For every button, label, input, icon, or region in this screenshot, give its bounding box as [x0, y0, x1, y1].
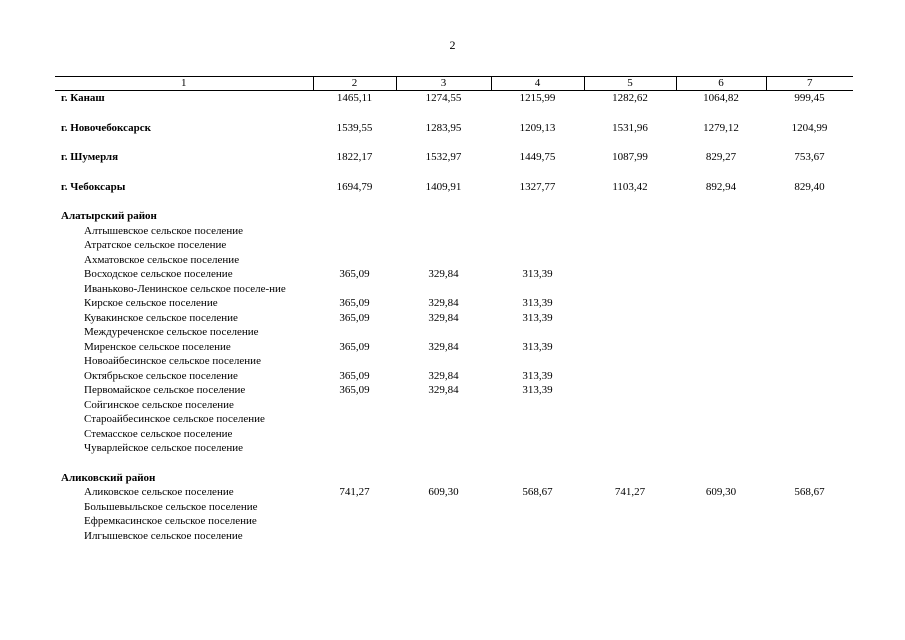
- value-cell-col-6: [676, 267, 766, 282]
- value-cell-col-5: 1103,42: [612, 180, 648, 193]
- value-cell-col-4: [491, 412, 584, 427]
- row-name: Чуварлейское сельское поселение: [84, 442, 244, 454]
- value-cell-col-5: [584, 209, 676, 224]
- value-cell-col-7: [766, 500, 853, 515]
- value-cell-col-2: 741,27: [339, 486, 370, 498]
- value-cell-col-7: [766, 325, 853, 340]
- settlement-row: [55, 369, 853, 384]
- value-cell-col-4: 313,39: [522, 369, 553, 382]
- row-name: Октябрьское сельское поселение: [84, 369, 238, 382]
- value-cell-col-3: [396, 224, 491, 239]
- value-cell-col-5: [584, 253, 676, 268]
- header-cell-7: 7: [766, 77, 853, 91]
- header-cell-2: 2: [313, 77, 396, 91]
- value-cell-col-6: 1064,82: [703, 92, 739, 104]
- value-cell-col-4: [491, 325, 584, 340]
- value-cell-col-5: [584, 354, 676, 369]
- row-name: Миренское сельское поселение: [84, 340, 231, 353]
- value-cell-col-2: [313, 282, 396, 297]
- value-cell-col-4: [491, 471, 584, 486]
- value-cell-col-6: [676, 354, 766, 369]
- value-cell-col-6: [676, 209, 766, 224]
- value-cell-col-4: [491, 427, 584, 442]
- table-body: [55, 91, 853, 544]
- value-cell-col-7: 568,67: [794, 486, 825, 498]
- value-cell-col-6: 892,94: [705, 180, 737, 193]
- row-name: Стемасское сельское поселение: [84, 427, 233, 440]
- value-cell-col-6: [676, 238, 766, 253]
- value-cell-col-5: [584, 282, 676, 297]
- value-cell-col-5: [584, 224, 676, 239]
- value-cell-col-5: [584, 296, 676, 311]
- value-cell-col-5: [584, 529, 676, 544]
- row-name: Иваньково-Ленинское сельское поселе-ние: [84, 282, 286, 295]
- row-name: Кирское сельское поселение: [84, 297, 218, 309]
- spacer-row: [55, 165, 853, 180]
- value-cell-col-5: [584, 514, 676, 529]
- settlement-row: [55, 354, 853, 369]
- row-name: Аликовское сельское поселение: [84, 486, 234, 498]
- value-cell-col-2: [313, 238, 396, 253]
- value-cell-col-5: [584, 427, 676, 442]
- value-cell-col-2: [313, 354, 396, 369]
- value-cell-col-7: 753,67: [794, 151, 825, 163]
- value-cell-col-6: [676, 500, 766, 515]
- value-cell-col-3: 329,84: [428, 340, 459, 353]
- value-cell-col-6: [676, 311, 766, 326]
- value-cell-col-4: [491, 209, 584, 224]
- value-cell-col-2: [313, 500, 396, 515]
- district-row: [55, 471, 853, 486]
- page-number: 2: [449, 38, 456, 52]
- value-cell-col-7: [766, 209, 853, 224]
- value-cell-col-5: [584, 340, 676, 355]
- row-name: Илгышевское сельское поселение: [84, 529, 243, 542]
- row-name: Алатырский район: [61, 210, 157, 222]
- row-name: г. Чебоксары: [61, 180, 126, 193]
- value-cell-col-5: [584, 311, 676, 326]
- value-cell-col-3: [396, 500, 491, 515]
- value-cell-col-7: [766, 369, 853, 384]
- value-cell-col-6: [676, 471, 766, 486]
- value-cell-col-2: 1822,17: [336, 151, 373, 163]
- value-cell-col-7: 1204,99: [791, 121, 828, 134]
- value-cell-col-3: 609,30: [428, 486, 459, 498]
- tariff-table: [55, 76, 853, 543]
- value-cell-col-2: [313, 514, 396, 529]
- value-cell-col-2: [313, 412, 396, 427]
- spacer-row: [55, 194, 853, 209]
- settlement-row: [55, 267, 853, 282]
- value-cell-col-4: 313,39: [522, 311, 553, 324]
- settlement-row: [55, 529, 853, 544]
- value-cell-col-4: 1449,75: [519, 151, 556, 163]
- settlement-row: [55, 500, 853, 515]
- value-cell-col-2: [313, 441, 396, 456]
- value-cell-col-2: 365,09: [339, 340, 370, 353]
- value-cell-col-7: [766, 267, 853, 282]
- value-cell-col-4: [491, 529, 584, 544]
- settlement-row: [55, 296, 853, 311]
- header-cell-5: 5: [584, 77, 676, 91]
- value-cell-col-7: [766, 529, 853, 544]
- settlement-row: [55, 412, 853, 427]
- table-header: [55, 77, 853, 91]
- value-cell-col-5: [584, 471, 676, 486]
- row-name: Новоайбесинское сельское поселение: [84, 355, 261, 367]
- row-name: г. Шумерля: [61, 151, 119, 163]
- row-name: Ефремкасинское сельское поселение: [84, 515, 257, 527]
- value-cell-col-5: [584, 369, 676, 384]
- value-cell-col-4: 1215,99: [519, 92, 556, 104]
- value-cell-col-3: [396, 253, 491, 268]
- value-cell-col-4: [491, 253, 584, 268]
- settlement-row: [55, 224, 853, 239]
- value-cell-col-6: [676, 224, 766, 239]
- value-cell-col-3: [396, 514, 491, 529]
- row-name: Первомайское сельское поселение: [84, 384, 246, 396]
- city-row: [55, 150, 853, 165]
- value-cell-col-5: 741,27: [614, 486, 646, 498]
- header-cell-6: 6: [676, 77, 766, 91]
- value-cell-col-4: 313,39: [522, 340, 553, 353]
- row-name: Кувакинское сельское поселение: [84, 311, 238, 324]
- value-cell-col-6: 829,27: [705, 151, 737, 163]
- value-cell-col-2: [313, 224, 396, 239]
- row-name: Большевыльское сельское поселение: [84, 500, 258, 513]
- value-cell-col-7: [766, 441, 853, 456]
- value-cell-col-7: [766, 224, 853, 239]
- value-cell-col-2: [313, 398, 396, 413]
- value-cell-col-3: [396, 238, 491, 253]
- value-cell-col-7: 829,40: [794, 180, 825, 193]
- value-cell-col-3: [396, 529, 491, 544]
- value-cell-col-5: [584, 412, 676, 427]
- value-cell-col-6: [676, 325, 766, 340]
- city-row: [55, 121, 853, 136]
- row-name: Староайбесинское сельское поселение: [84, 413, 265, 425]
- value-cell-col-6: [676, 383, 766, 398]
- value-cell-col-5: [584, 383, 676, 398]
- row-name: г. Канаш: [61, 92, 105, 104]
- settlement-row: [55, 427, 853, 442]
- value-cell-col-2: 1694,79: [336, 180, 373, 193]
- value-cell-col-2: 365,09: [339, 384, 370, 396]
- value-cell-col-4: 1327,77: [519, 180, 556, 193]
- header-cell-4: 4: [491, 77, 584, 91]
- value-cell-col-5: 1531,96: [612, 121, 648, 134]
- city-row: [55, 91, 853, 106]
- settlement-row: [55, 311, 853, 326]
- spacer-row: [55, 135, 853, 150]
- settlement-row: [55, 514, 853, 529]
- value-cell-col-6: [676, 296, 766, 311]
- value-cell-col-6: [676, 253, 766, 268]
- settlement-row: [55, 441, 853, 456]
- header-row: [55, 77, 853, 91]
- settlement-row: [55, 253, 853, 268]
- value-cell-col-4: [491, 441, 584, 456]
- district-row: [55, 209, 853, 224]
- value-cell-col-2: 365,09: [339, 297, 370, 309]
- settlement-row: [55, 485, 853, 500]
- value-cell-col-3: 1532,97: [425, 151, 462, 163]
- value-cell-col-2: 365,09: [339, 268, 370, 280]
- value-cell-col-7: [766, 282, 853, 297]
- value-cell-col-5: [584, 398, 676, 413]
- settlement-row: [55, 325, 853, 340]
- value-cell-col-3: 1283,95: [425, 121, 462, 134]
- value-cell-col-2: [313, 325, 396, 340]
- value-cell-col-3: 329,84: [428, 297, 459, 309]
- value-cell-col-4: [491, 500, 584, 515]
- value-cell-col-7: [766, 253, 853, 268]
- row-name: Ахматовское сельское поселение: [84, 253, 240, 266]
- value-cell-col-7: [766, 412, 853, 427]
- value-cell-col-5: [584, 500, 676, 515]
- value-cell-col-3: 329,84: [428, 268, 459, 280]
- value-cell-col-5: [584, 325, 676, 340]
- value-cell-col-3: [396, 282, 491, 297]
- value-cell-col-5: [584, 441, 676, 456]
- value-cell-col-7: [766, 354, 853, 369]
- value-cell-col-3: [396, 471, 491, 486]
- value-cell-col-4: [491, 282, 584, 297]
- value-cell-col-2: [313, 253, 396, 268]
- settlement-row: [55, 340, 853, 355]
- city-row: [55, 180, 853, 195]
- value-cell-col-7: [766, 340, 853, 355]
- value-cell-col-3: [396, 354, 491, 369]
- value-cell-col-4: [491, 238, 584, 253]
- value-cell-col-5: [584, 238, 676, 253]
- value-cell-col-5: 1087,99: [612, 151, 648, 163]
- row-name: Сойгинское сельское поселение: [84, 398, 234, 411]
- value-cell-col-7: [766, 383, 853, 398]
- value-cell-col-3: 1409,91: [425, 180, 462, 193]
- header-cell-3: 3: [396, 77, 491, 91]
- value-cell-col-3: [396, 427, 491, 442]
- value-cell-col-7: [766, 296, 853, 311]
- row-name: г. Новочебоксарск: [61, 121, 151, 134]
- value-cell-col-2: 365,09: [339, 369, 370, 382]
- row-name: Алтышевское сельское поселение: [84, 224, 243, 237]
- value-cell-col-7: [766, 398, 853, 413]
- header-cell-1: 1: [55, 77, 313, 91]
- value-cell-col-4: 313,39: [522, 384, 553, 396]
- settlement-row: [55, 282, 853, 297]
- value-cell-col-6: [676, 529, 766, 544]
- value-cell-col-6: [676, 369, 766, 384]
- settlement-row: [55, 238, 853, 253]
- value-cell-col-6: 1279,12: [703, 121, 739, 134]
- value-cell-col-4: 313,39: [522, 297, 553, 309]
- value-cell-col-7: [766, 238, 853, 253]
- value-cell-col-3: [396, 398, 491, 413]
- value-cell-col-5: [584, 267, 676, 282]
- value-cell-col-4: [491, 224, 584, 239]
- row-name: Аликовский район: [61, 471, 156, 484]
- value-cell-col-4: 1209,13: [519, 121, 556, 134]
- value-cell-col-3: 329,84: [428, 311, 459, 324]
- value-cell-col-3: [396, 209, 491, 224]
- value-cell-col-6: 609,30: [705, 486, 737, 498]
- value-cell-col-4: [491, 514, 584, 529]
- value-cell-col-2: 1539,55: [336, 121, 373, 134]
- value-cell-col-3: 1274,55: [425, 92, 462, 104]
- value-cell-col-3: [396, 412, 491, 427]
- value-cell-col-4: 313,39: [522, 268, 553, 280]
- value-cell-col-4: [491, 398, 584, 413]
- value-cell-col-2: [313, 529, 396, 544]
- value-cell-col-5: 1282,62: [612, 92, 648, 104]
- value-cell-col-2: 365,09: [339, 311, 370, 324]
- value-cell-col-7: [766, 471, 853, 486]
- row-name: Атратское сельское поселение: [84, 239, 227, 251]
- value-cell-col-7: [766, 514, 853, 529]
- value-cell-col-6: [676, 340, 766, 355]
- settlement-row: [55, 383, 853, 398]
- value-cell-col-3: [396, 325, 491, 340]
- value-cell-col-7: [766, 427, 853, 442]
- value-cell-col-2: 1465,11: [336, 92, 373, 104]
- value-cell-col-6: [676, 427, 766, 442]
- value-cell-col-6: [676, 441, 766, 456]
- value-cell-col-6: [676, 282, 766, 297]
- spacer-row: [55, 106, 853, 121]
- value-cell-col-7: [766, 311, 853, 326]
- value-cell-col-2: [313, 427, 396, 442]
- value-cell-col-6: [676, 398, 766, 413]
- value-cell-col-3: 329,84: [428, 369, 459, 382]
- spacer-row: [55, 456, 853, 471]
- settlement-row: [55, 398, 853, 413]
- value-cell-col-3: [396, 441, 491, 456]
- row-name: Междуреченское сельское поселение: [84, 326, 259, 338]
- value-cell-col-4: [491, 354, 584, 369]
- value-cell-col-7: 999,45: [794, 92, 825, 104]
- value-cell-col-6: [676, 412, 766, 427]
- value-cell-col-3: 329,84: [428, 384, 459, 396]
- row-name: Восходское сельское поселение: [84, 268, 233, 280]
- value-cell-col-2: [313, 471, 396, 486]
- value-cell-col-2: [313, 209, 396, 224]
- value-cell-col-6: [676, 514, 766, 529]
- value-cell-col-4: 568,67: [522, 486, 553, 498]
